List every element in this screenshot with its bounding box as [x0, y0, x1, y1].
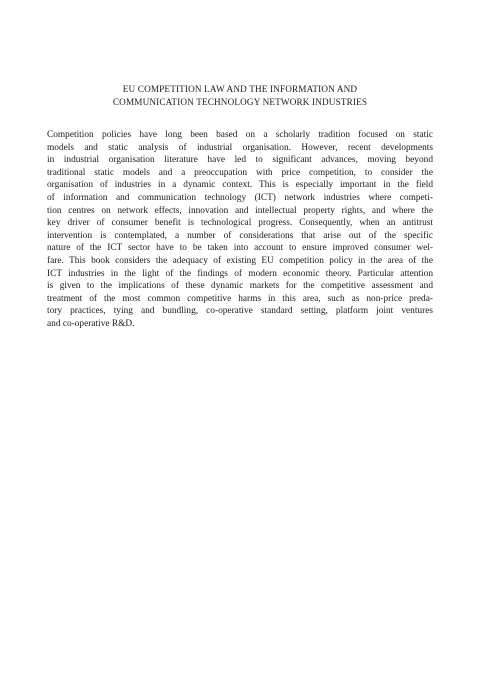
description-line: organisation of industries in a dynamic context. This is especially important in the field [47, 180, 433, 191]
description-line: intervention is contemplated, a number of considerations that arise out of the specific [47, 230, 433, 241]
description-line: tion centres on network effects, innovation and intellectual property rights, and where the [47, 205, 433, 216]
description-line: nature of the ICT sector have to be taken into account to ensure improved consumer wel- [47, 243, 433, 254]
description-line: is given to the implications of these dynamic markets for the competitive assessment and [47, 281, 433, 292]
description-line: in industrial organisation literature have led to significant advances, moving beyond [47, 155, 433, 166]
description-line: tory practices, tying and bundling, co-operative standard setting, platform joint ventures [47, 306, 433, 317]
description-line: treatment of the most common competitive harms in this area, such as non-price preda- [47, 293, 433, 304]
description-line: fare. This book considers the adequacy of existing EU competition policy in the area of the [47, 255, 433, 266]
book-description [47, 129, 433, 331]
description-line: ICT industries in the light of the findings of modern economic theory. Particular attention [47, 268, 433, 279]
title-line-2: COMMUNICATION TECHNOLOGY NETWORK INDUSTRIES [112, 97, 368, 107]
description-line: of information and communication technology (ICT) network industries where competi- [47, 192, 433, 203]
description-line: traditional static models and a preoccupation with price competition, to consider the [47, 167, 433, 178]
description-line: models and static analysis of industrial organisation. However, recent developments [47, 142, 433, 153]
description-line: and co-operative R&D. [47, 318, 135, 329]
description-line: Competition policies have long been based on a scholarly tradition focused on static [47, 130, 433, 140]
description-line: key driver of consumer benefit is technological progress. Consequently, when an antitrust [47, 218, 433, 229]
book-title [60, 83, 420, 109]
title-line-1: EU COMPETITION LAW AND THE INFORMATION AND [122, 84, 358, 94]
